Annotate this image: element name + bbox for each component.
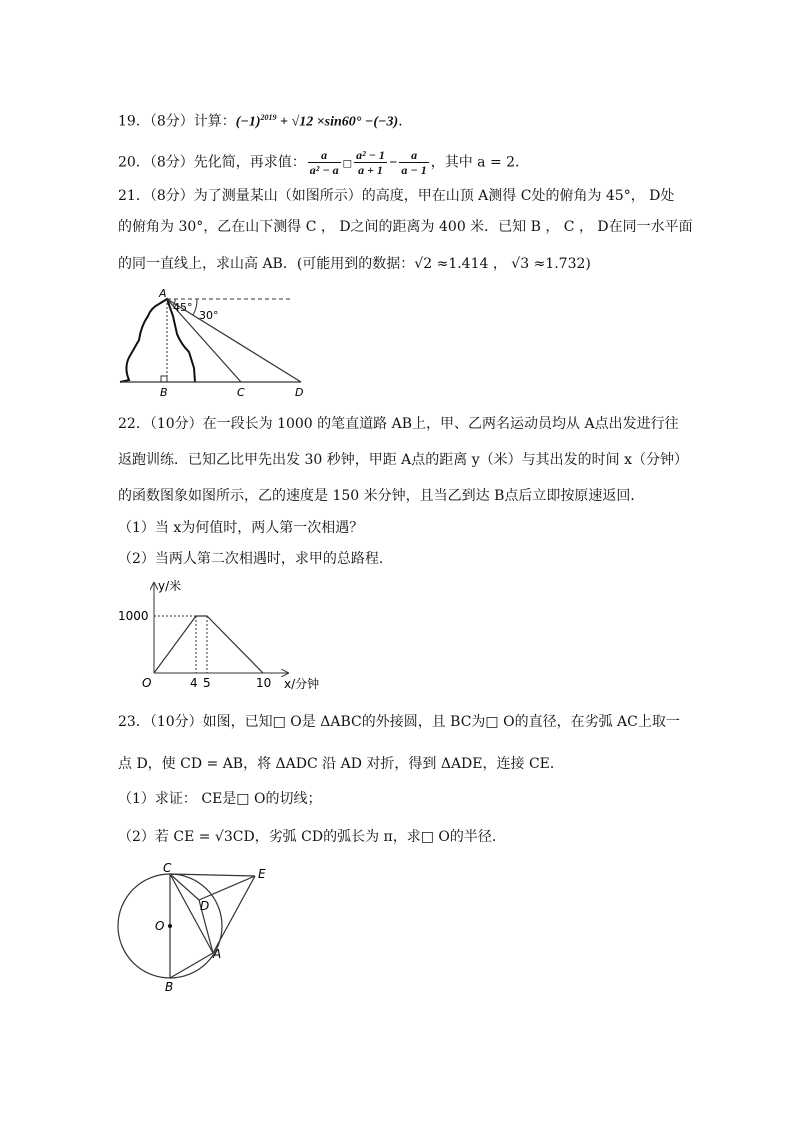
- q23-label-O: O: [155, 919, 165, 933]
- q21-label-C: C: [237, 386, 245, 399]
- q21-line-1: 21．（8分）为了测量某山（如图所示）的高度，甲在山顶 A测得 C处的俯角为 45°， D处: [118, 188, 675, 204]
- q20-f3-den: a − 1: [401, 163, 427, 177]
- q23-label-E: E: [258, 867, 266, 881]
- q22-sub-2: （2）当两人第二次相遇时，求甲的总路程．: [118, 551, 393, 567]
- q22-ylabel: y/米: [158, 579, 182, 593]
- q23-label-A: A: [213, 947, 222, 961]
- q21-angle-arc-30: [193, 299, 197, 315]
- q22-ytick-1000: 1000: [118, 609, 149, 623]
- q21-label-30: 30°: [199, 309, 219, 322]
- q23-sub-1: （1）求证： CE是□ O的切线；: [118, 791, 322, 807]
- q20-line: [118, 148, 529, 177]
- q22-xtick-4: 4: [190, 676, 198, 690]
- q22-xtick-10: 10: [256, 676, 272, 690]
- q21-label-D: D: [295, 386, 304, 399]
- q23-segment-DE: [199, 876, 255, 900]
- q23-line-1: 23．（10分）如图，已知□ O是 ΔABC的外接圆，且 BC为□ O的直径，在劣弧 AC上取一: [118, 714, 680, 730]
- q19-exponent: 2019: [260, 113, 277, 122]
- q19-end: ．: [398, 113, 413, 130]
- q21-label-45: 45°: [173, 301, 193, 314]
- q20-tail: ，其中 a = 2．: [430, 154, 530, 171]
- q21-right-angle: [161, 376, 167, 382]
- q22-xtick-5: 5: [203, 676, 211, 690]
- q20-label: 20．（8分）先化简，再求值：: [118, 154, 306, 171]
- q20-f1-num: a: [308, 148, 341, 163]
- q23-segment-AE: [213, 876, 255, 953]
- q20-fraction-2: [354, 148, 387, 177]
- q23-circle-figure: [115, 858, 285, 998]
- q20-f2-den: a + 1: [358, 163, 383, 177]
- q22-line-2: 返跑训练．已知乙比甲先出发 30 秒钟，甲距 A点的距离 y（米）与其出发的时间 x（分钟）: [118, 452, 688, 468]
- q23-center-dot: [168, 924, 172, 928]
- q21-line-2: 的俯角为 30°，乙在山下测得 C ， D之间的距离为 400 米．已知 B ， C ， D在同一水平面: [118, 219, 693, 235]
- q23-segment-CD: [170, 874, 199, 900]
- q22-line-1: 22．（10分）在一段长为 1000 的笔直道路 AB上，甲、乙两名运动员均从 A点出发进行往: [118, 416, 679, 432]
- q20-f2-num: a² − 1: [356, 148, 385, 162]
- q23-segment-BA: [170, 953, 213, 978]
- q20-f1-den: a² − a: [309, 163, 339, 177]
- q22-graph-line: [154, 616, 263, 673]
- q19-line: [118, 108, 412, 133]
- q22-sub-1: （1）当 x为何值时，两人第一次相遇？: [118, 520, 364, 536]
- q22-xlabel: x/分钟: [284, 677, 320, 691]
- q19-expr-a: (−1): [235, 114, 261, 130]
- q22-distance-graph: [112, 575, 342, 695]
- q20-minus: −: [388, 155, 398, 171]
- q20-f3-num: a: [399, 148, 428, 163]
- q23-sub-2: （2）若 CE = √3CD，劣弧 CD的弧长为 π，求□ O的半径．: [118, 829, 506, 845]
- q20-fraction-1: [308, 148, 341, 177]
- q23-label-D: D: [200, 899, 210, 913]
- q21-label-A: A: [159, 288, 167, 300]
- q20-fraction-3: [399, 148, 428, 177]
- q23-segment-CA: [170, 874, 213, 953]
- q19-expr-b: + √12 ×sin60° −(−3): [276, 114, 399, 130]
- q21-mountain-figure: [115, 288, 315, 403]
- q20-box: □: [342, 158, 353, 170]
- q22-origin: O: [142, 676, 152, 690]
- q23-line-2: 点 D，使 CD = AB，将 ΔADC 沿 AD 对折，得到 ΔADE，连接 CE．: [118, 756, 564, 772]
- q19-label: 19．（8分）计算：: [118, 113, 236, 130]
- q23-label-C: C: [163, 861, 172, 875]
- q23-label-B: B: [165, 980, 174, 994]
- q21-label-B: B: [160, 386, 168, 399]
- q22-line-3: 的函数图象如图所示，乙的速度是 150 米分钟，且当乙到达 B点后立即按原速返回．: [118, 488, 645, 504]
- q21-line-3: 的同一直线上，求山高 AB．(可能用到的数据：√2 ≈1.414 ， √3 ≈1.732): [118, 256, 591, 272]
